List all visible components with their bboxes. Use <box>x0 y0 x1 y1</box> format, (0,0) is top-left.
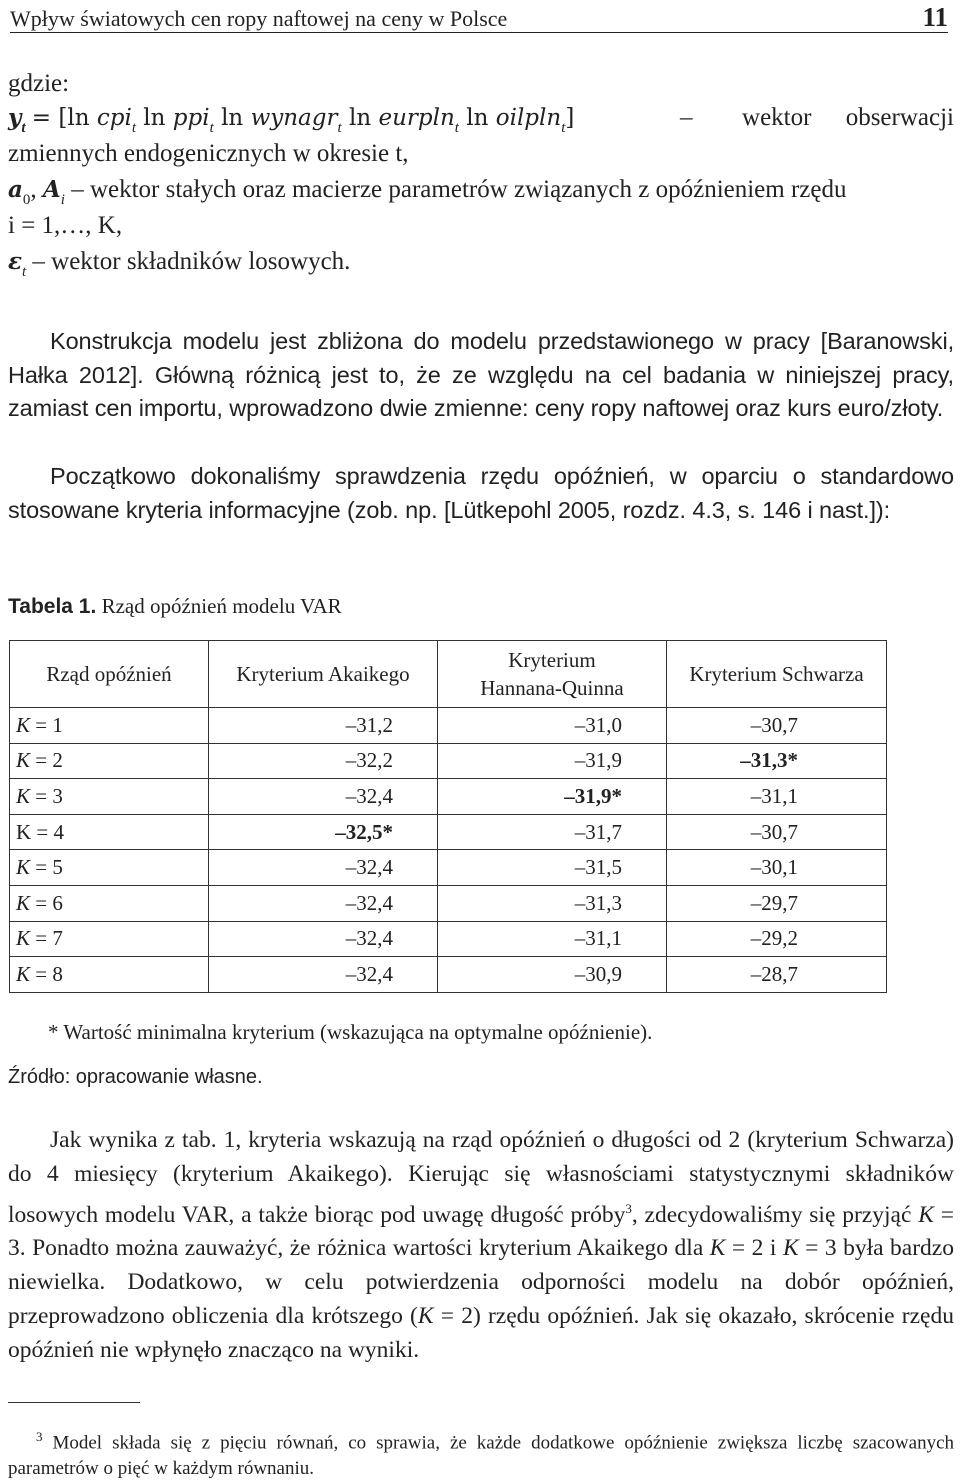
var-wynagr: wynagr <box>250 105 338 131</box>
cell-lag-value: = 3 <box>30 783 63 808</box>
a-description-cont: i = 1,…, K, <box>8 212 123 239</box>
cell-sc: –30,7 <box>667 708 887 744</box>
paragraph-construction <box>8 325 954 426</box>
ln-2: ln <box>213 105 251 131</box>
cell-aic: –32,4 <box>209 921 438 957</box>
cell-aic: –31,2 <box>209 708 438 744</box>
col-header-lag: Rząd opóźnień <box>10 641 209 708</box>
a-definition: $a_0$, $A_i$ – wektor stałych oraz macierze parametrów związanych z opóźnieniem rzędu <box>8 176 847 208</box>
cell-hq: –31,9 <box>438 743 667 779</box>
results-text-c: = 3. Ponadto można zauważyć, że różnica wartości kryterium Akaikego dla <box>8 1201 954 1262</box>
lag-order-table <box>9 640 887 993</box>
table-row <box>10 921 887 957</box>
epsilon-symbol: ε <box>8 248 22 275</box>
paragraph-lag-check-text: Początkowo dokonaliśmy sprawdzenia rzędu opóźnień, w oparciu o standardowo stosowane kryteria informacyjne (zob. np. [Lütkepohl 2005, rozdz. 4.3, s. 146 i nast.]): <box>8 463 954 523</box>
cell-aic: –32,4 <box>209 885 438 921</box>
cell-lag-value: = 8 <box>30 961 63 986</box>
dash-3: – <box>32 248 45 275</box>
table-row <box>10 885 887 921</box>
table-caption <box>8 594 342 619</box>
a0-subscript: 0 <box>22 192 31 208</box>
table-row <box>10 850 887 886</box>
cell-lag <box>10 708 209 744</box>
cell-lag-k: K <box>16 783 31 808</box>
results-text-b: , zdecydowaliśmy się przyjąć <box>631 1201 919 1228</box>
results-k4: K <box>417 1302 434 1329</box>
cell-lag <box>10 885 209 921</box>
running-header-title: Wpływ światowych cen ropy naftowej na ceny w Polsce <box>10 6 508 31</box>
var-oilpln: oilpln <box>495 105 562 131</box>
cell-lag-value: = 2 <box>30 748 63 773</box>
page-number: 11 <box>922 2 948 32</box>
cell-lag-k: K <box>16 819 32 844</box>
cell-sc: –31,1 <box>667 779 887 815</box>
table-caption-text: Rząd opóźnień modelu VAR <box>96 594 342 618</box>
cell-sc: –30,7 <box>667 814 887 850</box>
footnote-ref: 3 <box>625 1200 632 1216</box>
col-header-hq-text: Kryterium Hannana-Quinna <box>480 648 624 700</box>
cell-lag-value: = 6 <box>30 890 63 915</box>
dash-1: – <box>680 104 693 131</box>
table-row <box>10 779 887 815</box>
epsilon-subscript: t <box>21 264 27 280</box>
y-subscript: t <box>21 120 26 136</box>
cell-lag-value: = 1 <box>30 712 63 737</box>
cell-lag-value: = 7 <box>30 926 63 951</box>
cell-lag-k: K <box>16 961 31 986</box>
col-header-sc: Kryterium Schwarza <box>667 641 887 708</box>
results-text-e: = 3 była bardzo niewielka. Dodatkowo, w celu potwierdzenia odporności modelu na dobór opóźnień, przeprowadzono obliczenia dla krótszego ( <box>8 1235 954 1329</box>
cell-sc: –31,3* <box>667 743 887 779</box>
cell-lag-value: = 4 <box>31 819 65 844</box>
cell-aic: –32,5* <box>209 814 438 850</box>
cell-aic: –32,4 <box>209 850 438 886</box>
cell-hq: –31,9* <box>438 779 667 815</box>
cell-lag <box>10 814 209 850</box>
var-oilpln-sub: t <box>561 120 566 136</box>
cell-lag-k: K <box>16 890 31 915</box>
footnote <box>8 1424 954 1482</box>
cell-lag-k: K <box>16 748 31 773</box>
y-definition <box>8 104 954 136</box>
cell-lag <box>10 743 209 779</box>
results-k1: K <box>918 1201 934 1228</box>
footnote-rule <box>8 1402 140 1403</box>
cell-lag <box>10 957 209 993</box>
running-header <box>10 0 948 33</box>
footnote-text: Model składa się z pięciu równań, co sprawia, że każde dodatkowe opóźnienie zwiększa liczbę szacowanych parametrów o pięć w każdym równaniu. <box>8 1432 954 1480</box>
table-source: Źródło: opracowanie własne. <box>8 1066 263 1088</box>
cell-aic: –32,4 <box>209 779 438 815</box>
table-header-row <box>10 641 887 708</box>
var-ppi-sub: t <box>209 120 214 136</box>
cell-aic: –32,2 <box>209 743 438 779</box>
col-header-hq <box>438 641 667 708</box>
var-cpi-sub: t <box>131 120 136 136</box>
results-text-a: Jak wynika z tab. 1, kryteria wskazują na rząd opóźnień o długości od 2 (kryterium Schwarza) do 4 miesięcy (kryterium Akaikego). Kierując się własnościami statystycznymi składników losowych modelu VAR, a także biorąc pod uwagę długość próby <box>8 1127 954 1228</box>
footnote-number: 3 <box>36 1429 43 1444</box>
cell-hq: –31,5 <box>438 850 667 886</box>
var-cpi: cpi <box>96 105 132 131</box>
y-description-cont: zmiennych endogenicznych w okresie t, <box>8 140 409 167</box>
table-row <box>10 957 887 993</box>
cell-lag-k: K <box>16 855 31 880</box>
cell-sc: –30,1 <box>667 850 887 886</box>
ln-4: ln <box>458 105 496 131</box>
gdzie-label: gdzie: <box>8 70 70 97</box>
paragraph-lag-check <box>8 460 954 527</box>
Ai-symbol: A <box>42 176 61 203</box>
results-text-d: = 2 i <box>725 1235 783 1262</box>
y-symbol: y <box>8 104 22 131</box>
y-equation-open: = [ln <box>31 105 97 131</box>
table-row <box>10 708 887 744</box>
a-description: wektor stałych oraz macierze parametrów związanych z opóźnieniem rzędu <box>89 176 847 203</box>
cell-aic: –32,4 <box>209 957 438 993</box>
y-description: wektor obserwacji <box>742 104 954 131</box>
cell-hq: –31,0 <box>438 708 667 744</box>
results-text-f: = 2) rzędu opóźnień. Jak się okazało, skrócenie rzędu opóźnień nie wpłynęło znacząco na wyniki. <box>8 1302 954 1363</box>
table-caption-label: Tabela 1. <box>8 595 97 618</box>
Ai-subscript: i <box>60 192 65 208</box>
a0-symbol: a <box>8 176 23 203</box>
eps-description: wektor składników losowych. <box>51 248 351 275</box>
cell-sc: –28,7 <box>667 957 887 993</box>
eps-definition <box>8 248 351 280</box>
var-ppi: ppi <box>172 105 210 131</box>
cell-hq: –31,3 <box>438 885 667 921</box>
ln-1: ln <box>135 105 173 131</box>
y-equation-close: ] <box>565 105 575 131</box>
col-header-aic: Kryterium Akaikego <box>209 641 438 708</box>
paragraph-results <box>8 1124 954 1367</box>
cell-lag <box>10 921 209 957</box>
table-row <box>10 814 887 850</box>
ln-3: ln <box>341 105 379 131</box>
cell-hq: –30,9 <box>438 957 667 993</box>
cell-lag <box>10 850 209 886</box>
paragraph-construction-text: Konstrukcja modelu jest zbliżona do modelu przedstawionego w pracy [Baranowski, Hałka 2012]. Główną różnicą jest to, że ze względu na cel badania w niniejszej pracy, zamiast cen importu, wprowadzono dwie zmienne: ceny ropy naftowej oraz kurs euro/złoty. <box>8 328 954 422</box>
var-eurpln: eurpln <box>378 105 455 131</box>
cell-lag-k: K <box>16 712 31 737</box>
table-row <box>10 743 887 779</box>
cell-hq: –31,7 <box>438 814 667 850</box>
cell-sc: –29,2 <box>667 921 887 957</box>
cell-lag-value: = 5 <box>30 855 63 880</box>
dash-2: – <box>71 176 84 203</box>
var-wynagr-sub: t <box>337 120 342 136</box>
cell-lag-k: K <box>16 926 31 951</box>
results-k2: K <box>709 1235 726 1262</box>
cell-hq: –31,1 <box>438 921 667 957</box>
cell-sc: –29,7 <box>667 885 887 921</box>
var-eurpln-sub: t <box>454 120 459 136</box>
table-note: * Wartość minimalna kryterium (wskazująca na optymalne opóźnienie). <box>48 1020 653 1044</box>
results-k3: K <box>782 1235 799 1262</box>
cell-lag <box>10 779 209 815</box>
